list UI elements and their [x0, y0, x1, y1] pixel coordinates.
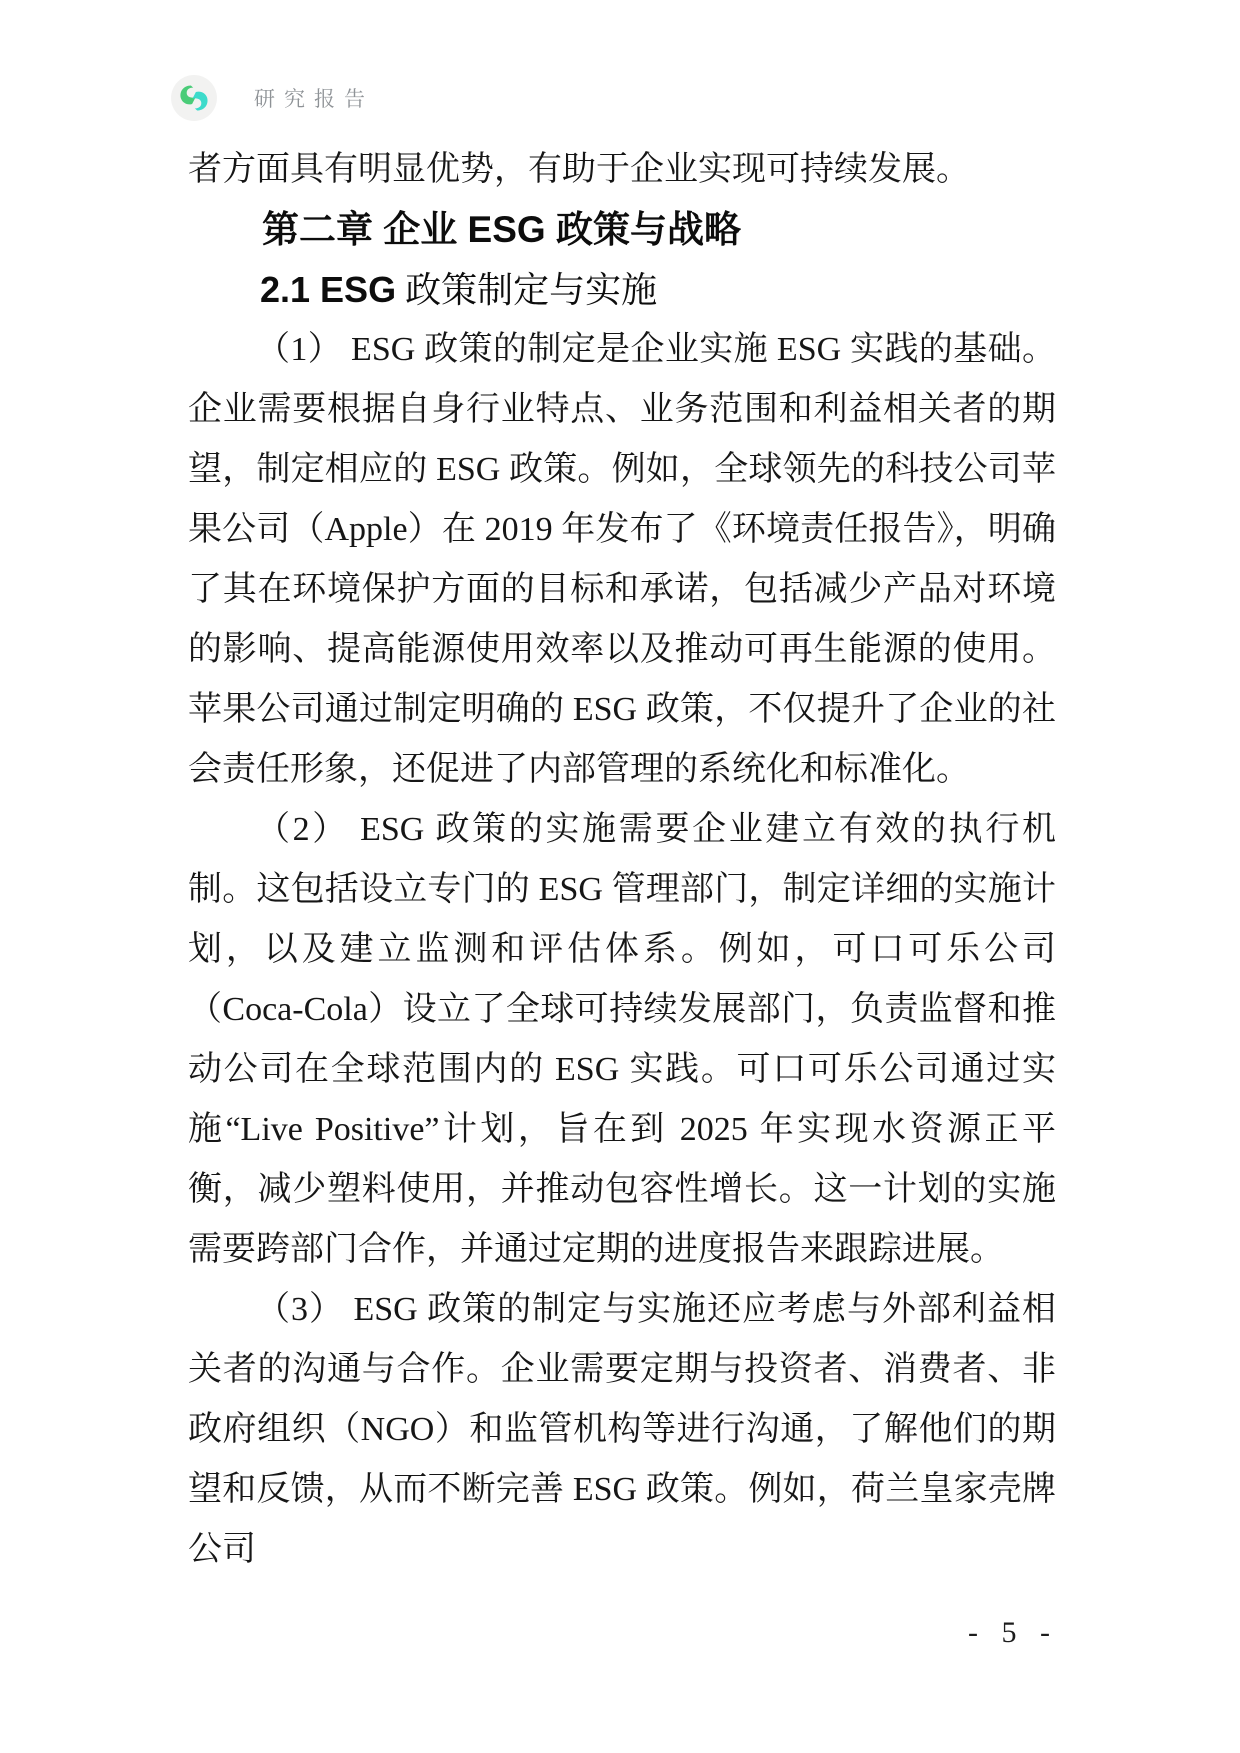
- brand-logo-text: 研究报告: [254, 87, 374, 111]
- leaves-logo-icon: [170, 74, 218, 122]
- paragraph-3: （3） ESG 政策的制定与实施还应考虑与外部利益相关者的沟通与合作。企业需要定期与投资者、消费者、非政府组织（NGO）和监管机构等进行沟通，了解他们的期望和反馈，从而不断完善 ESG 政策。例如，荷兰皇家壳牌公司: [188, 1291, 1056, 1568]
- paragraph-1: （1） ESG 政策的制定是企业实施 ESG 实践的基础。企业需要根据自身行业特点、业务范围和利益相关者的期望，制定相应的 ESG 政策。例如，全球领先的科技公司苹果公司（Apple）在 2019 年发布了《环境责任报告》，明确了其在环境保护方面的目标和承诺，包括减少产品对环境的影响、提高能源使用效率以及推动可再生能源的使用。苹果公司通过制定明确的 ESG 政策，不仅提升了企业的社会责任形象，还促进了内部管理的系统化和标准化。: [188, 331, 1056, 788]
- paragraph-continuation: 者方面具有明显优势，有助于企业实现可持续发展。: [188, 151, 970, 188]
- section-heading: [188, 260, 1056, 320]
- section-title: 政策制定与实施: [396, 270, 658, 310]
- section-number: 2.1 ESG: [260, 269, 397, 310]
- paragraph-2: （2） ESG 政策的实施需要企业建立有效的执行机制。这包括设立专门的 ESG 管理部门，制定详细的实施计划，以及建立监测和评估体系。例如，可口可乐公司（Coca-Cola）设立了全球可持续发展部门，负责监督和推动公司在全球范围内的 ESG 实践。可口可乐公司通过实施“Live Positive”计划，旨在到 2025 年实现水资源正平衡，减少塑料使用，并推动包容性增长。这一计划的实施需要跨部门合作，并通过定期的进度报告来跟踪进展。: [188, 811, 1056, 1268]
- chapter-heading: 第二章 企业 ESG 政策与战略: [262, 209, 741, 250]
- brand-logo: [170, 74, 374, 122]
- document-body: [188, 140, 1056, 1580]
- page-number: - 5 -: [968, 1616, 1058, 1649]
